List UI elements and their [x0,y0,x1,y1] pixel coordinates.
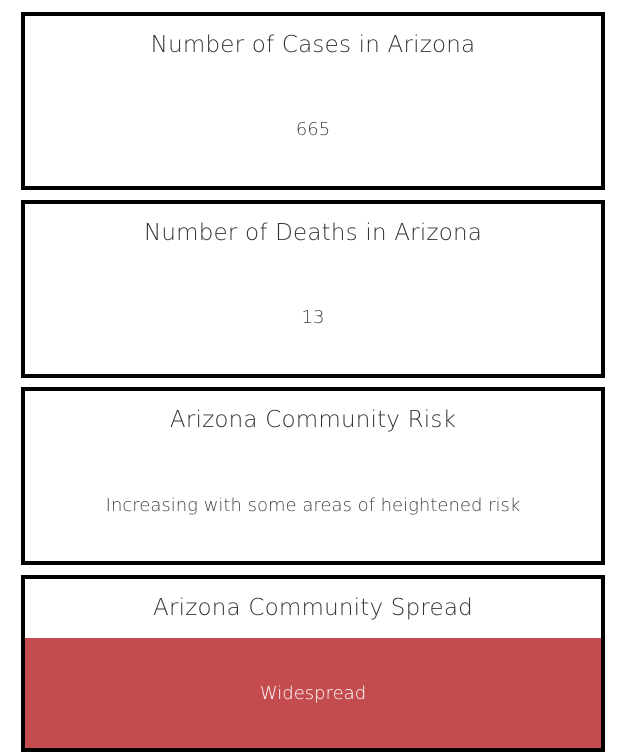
community-spread-title: Arizona Community Spread [153,595,473,621]
cases-title: Number of Cases in Arizona [150,32,476,58]
deaths-value: 13 [301,307,325,328]
deaths-card [21,200,605,378]
cases-value: 665 [295,119,331,140]
community-spread-value: Widespread [259,683,367,704]
community-spread-card [21,575,605,752]
deaths-title: Number of Deaths in Arizona [143,220,483,246]
community-risk-value: Increasing with some areas of heightened risk [105,495,521,516]
community-risk-card [21,387,605,565]
community-risk-title: Arizona Community Risk [169,407,457,433]
cases-card [21,12,605,190]
